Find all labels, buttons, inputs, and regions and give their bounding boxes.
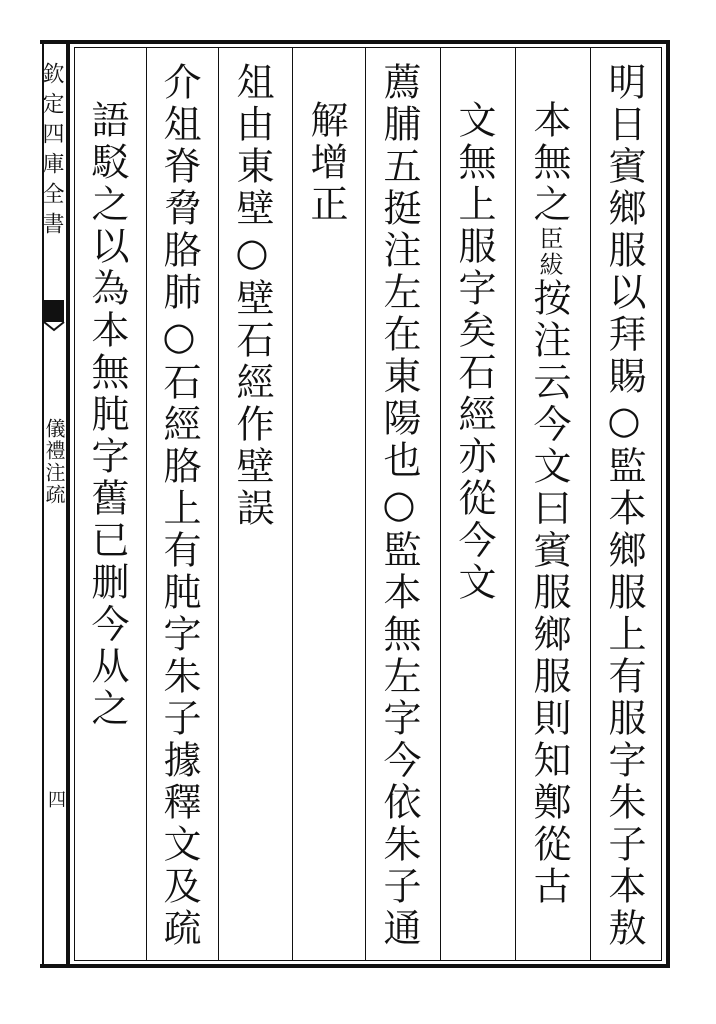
column-divider — [590, 47, 591, 961]
fish-tail-mark — [42, 298, 68, 332]
text-column-2 — [527, 100, 571, 908]
column-divider — [292, 47, 293, 961]
text-column-7: 介俎脊脅胳肺○石經胳上有肫字朱子據釋文及疏 — [157, 62, 201, 950]
column-divider — [218, 47, 219, 961]
text-column-5: 解增正 — [304, 100, 348, 226]
margin-top-rule — [40, 40, 70, 44]
annotator-note: 臣紱 — [535, 226, 563, 278]
column-2-text-b: 按注云今文曰賓服鄉服則知鄭從古 — [527, 278, 571, 908]
text-column-1: 明日賓鄉服以拜賜○監本鄉服上有服字朱子本敖 — [602, 62, 646, 950]
margin-bottom-rule — [40, 964, 70, 968]
column-divider — [146, 47, 147, 961]
page-number: 四 — [45, 790, 66, 808]
text-column-3: 文無上服字矣石經亦從今文 — [452, 100, 496, 604]
text-column-8: 語駁之以為本無肫字舊已删今从之 — [85, 100, 129, 730]
book-title: 儀禮注疏 — [42, 418, 66, 506]
column-divider — [440, 47, 441, 961]
column-divider — [365, 47, 366, 961]
column-divider — [515, 47, 516, 961]
text-column-4: 薦脯五挺注左在東陽也○監本無左字今依朱子通 — [377, 62, 421, 950]
text-column-6: 俎由東壁○壁石經作壁誤 — [230, 62, 274, 530]
column-2-text-a: 本無之 — [527, 100, 571, 226]
collection-title: 欽定四庫全書 — [39, 62, 64, 242]
